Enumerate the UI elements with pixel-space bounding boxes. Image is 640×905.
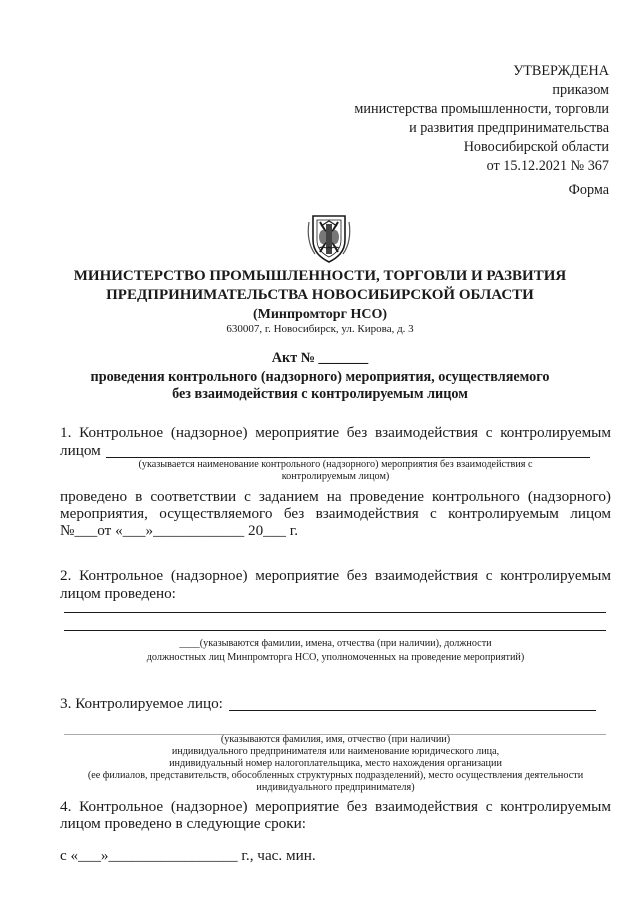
- field-hint: индивидуальный номер налогоплательщика, место нахождения организации: [169, 758, 502, 769]
- act-subtitle: без взаимодействия с контролируемым лицом: [172, 386, 468, 402]
- approval-line: и развития предпринимательства: [409, 120, 609, 136]
- section1-text: мероприятия, осуществляемого без взаимодействия с контролируемым лицом: [60, 505, 611, 522]
- field-hint: ____(указываются фамилии, имена, отчества (при наличии), должности: [179, 638, 492, 649]
- ministry-name-line: ПРЕДПРИНИМАТЕЛЬСТВА НОВОСИБИРСКОЙ ОБЛАСТИ: [106, 287, 534, 303]
- approval-line: Новосибирской области: [463, 139, 609, 155]
- section2-text: лицом проведено:: [60, 585, 176, 602]
- form-label: Форма: [568, 182, 609, 198]
- field-hint: индивидуального предпринимателя): [256, 782, 415, 793]
- ministry-address: 630007, г. Новосибирск, ул. Кирова, д. 3: [226, 323, 414, 335]
- field-hint: (указываются фамилия, имя, отчество (при наличии): [220, 734, 451, 745]
- section4-text: лицом проведено в следующие сроки:: [60, 815, 306, 832]
- fill-in-line: [229, 710, 596, 711]
- fill-in-line: [64, 612, 606, 613]
- section1-text: №___от «___»____________ 20___ г.: [60, 522, 299, 539]
- coat-of-arms-icon: [307, 212, 351, 264]
- approval-line: приказом: [552, 82, 609, 98]
- section3-label: 3. Контролируемое лицо:: [60, 695, 223, 712]
- approval-stamp: [354, 62, 609, 176]
- act-title: Акт № _______: [271, 350, 369, 366]
- act-subtitle: проведения контрольного (надзорного) мероприятия, осуществляемого: [90, 369, 550, 385]
- ministry-name-line: МИНИСТЕРСТВО ПРОМЫШЛЕННОСТИ, ТОРГОВЛИ И РАЗВИТИЯ: [73, 268, 567, 284]
- fill-in-line: [106, 457, 590, 458]
- field-hint: (указывается наименование контрольного (надзорного) мероприятия без взаимодействия с: [138, 459, 533, 470]
- field-hint: контролируемым лицом): [281, 471, 390, 482]
- field-hint: индивидуального предпринимателя или наименование юридического лица,: [171, 746, 500, 757]
- field-hint: (ее филиалов, представительств, обособленных структурных подразделений), место осуществления деятельности: [87, 770, 584, 781]
- fill-in-line: [64, 630, 606, 631]
- approval-line: министерства промышленности, торговли: [354, 101, 609, 117]
- ministry-short-name: (Минпромторг НСО): [252, 307, 388, 322]
- section1-text: проведено в соответствии с заданием на проведение контрольного (надзорного): [60, 488, 611, 505]
- section4-text: 4. Контрольное (надзорное) мероприятие без взаимодействия с контролируемым: [60, 798, 611, 815]
- section2-text: 2. Контрольное (надзорное) мероприятие без взаимодействия с контролируемым: [60, 567, 611, 584]
- section4-text: с «___»_________________ г., час. мин.: [60, 847, 316, 864]
- approval-line: от 15.12.2021 № 367: [486, 158, 609, 174]
- approval-line: УТВЕРЖДЕНА: [513, 63, 609, 79]
- section1-text: лицом: [60, 442, 101, 459]
- field-hint: должностных лиц Минпромторга НСО, уполномоченных на проведение мероприятий): [146, 652, 525, 663]
- section1-text: 1. Контрольное (надзорное) мероприятие без взаимодействия с контролируемым: [60, 424, 611, 441]
